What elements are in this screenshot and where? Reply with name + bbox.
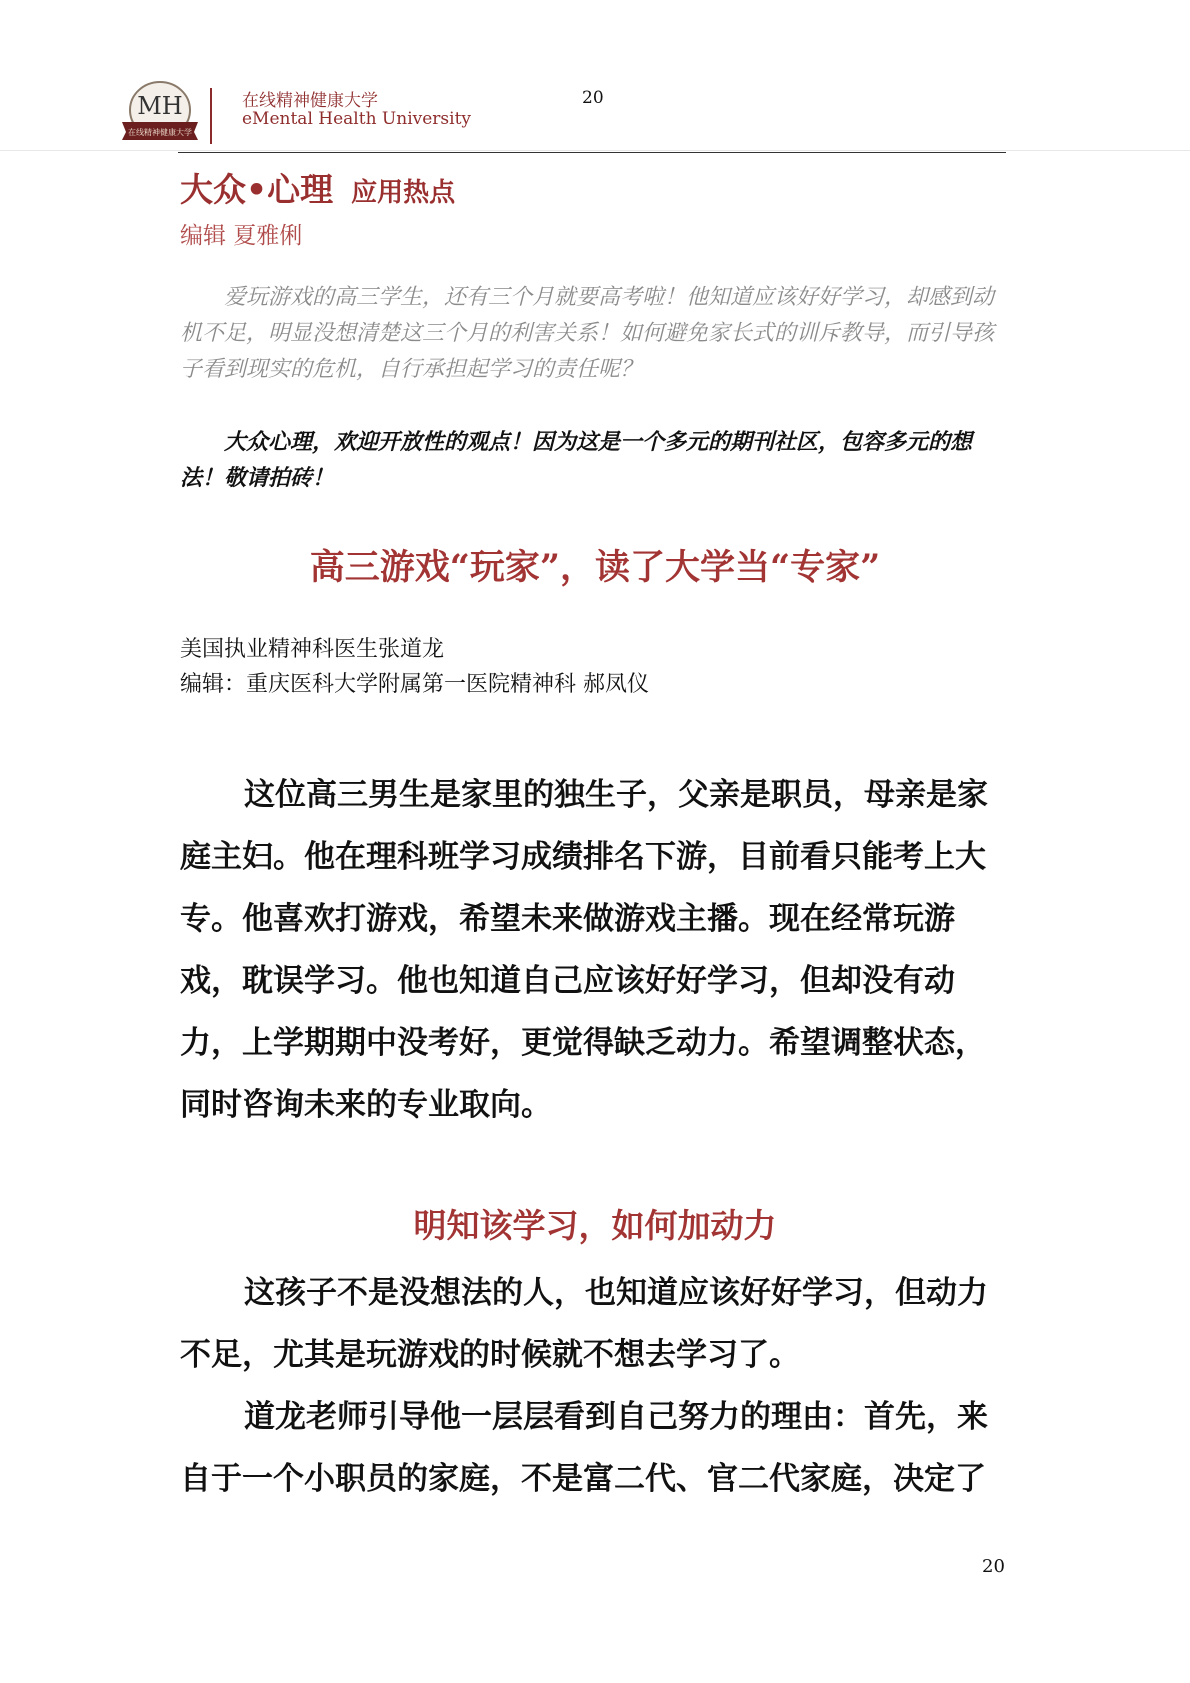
header-faint-line [0,150,1190,151]
invite-paragraph: 大众心理，欢迎开放性的观点！因为这是一个多元的期刊社区，包容多元的想法！敬请拍砖！ [180,429,973,491]
section-editor: 编辑 夏雅俐 [180,223,303,249]
header-divider [210,88,212,144]
body-paragraph-3: 道龙老师引导他一层层看到自己努力的理由：首先，来自于一个小职员的家庭，不是富二代、官二代家庭，决定了 [180,1399,988,1497]
logo-ribbon-text: 在线精神健康大学 [128,128,192,137]
section-subtitle: 应用热点 [351,178,456,208]
section-title-text: 大众•心理 [180,170,334,209]
logo-text: MH [137,92,183,120]
article-author: 美国执业精神科医生张道龙 [180,637,445,662]
article-subheading: 明知该学习，如何加动力 [413,1206,777,1245]
body-paragraph-2: 这孩子不是没想法的人，也知道应该好好学习，但动力不足，尤其是玩游戏的时候就不想去学习了。 [180,1275,988,1373]
org-name-cn: 在线精神健康大学 [242,91,378,111]
article-title: 高三游戏“玩家”，读了大学当“专家” [309,547,881,588]
footer-page-number: 20 [982,1556,1005,1577]
org-name-en: eMental Health University [242,109,472,129]
university-logo [118,78,202,146]
header-page-number: 20 [582,88,604,108]
section-title [180,164,455,211]
body-paragraph-1: 这位高三男生是家里的独生子，父亲是职员，母亲是家庭主妇。他在理科班学习成绩排名下游，目前看只能考上大专。他喜欢打游戏，希望未来做游戏主播。现在经常玩游戏，耽误学习。他也知道自己应该好好学习，但却没有动力，上学期期中没考好，更觉得缺乏动力。希望调整状态，同时咨询未来的专业取向。 [180,777,988,1123]
article-editor: 编辑：重庆医科大学附属第一医院精神科 郝凤仪 [180,672,649,697]
logo-emblem [118,78,202,146]
intro-paragraph: 爱玩游戏的高三学生，还有三个月就要高考啦！他知道应该好好学习，却感到动机不足，明显没想清楚这三个月的利害关系！如何避免家长式的训斥教导，而引导孩子看到现实的危机，自行承担起学习的责任呢？ [180,285,995,382]
header-rule [178,152,1006,153]
